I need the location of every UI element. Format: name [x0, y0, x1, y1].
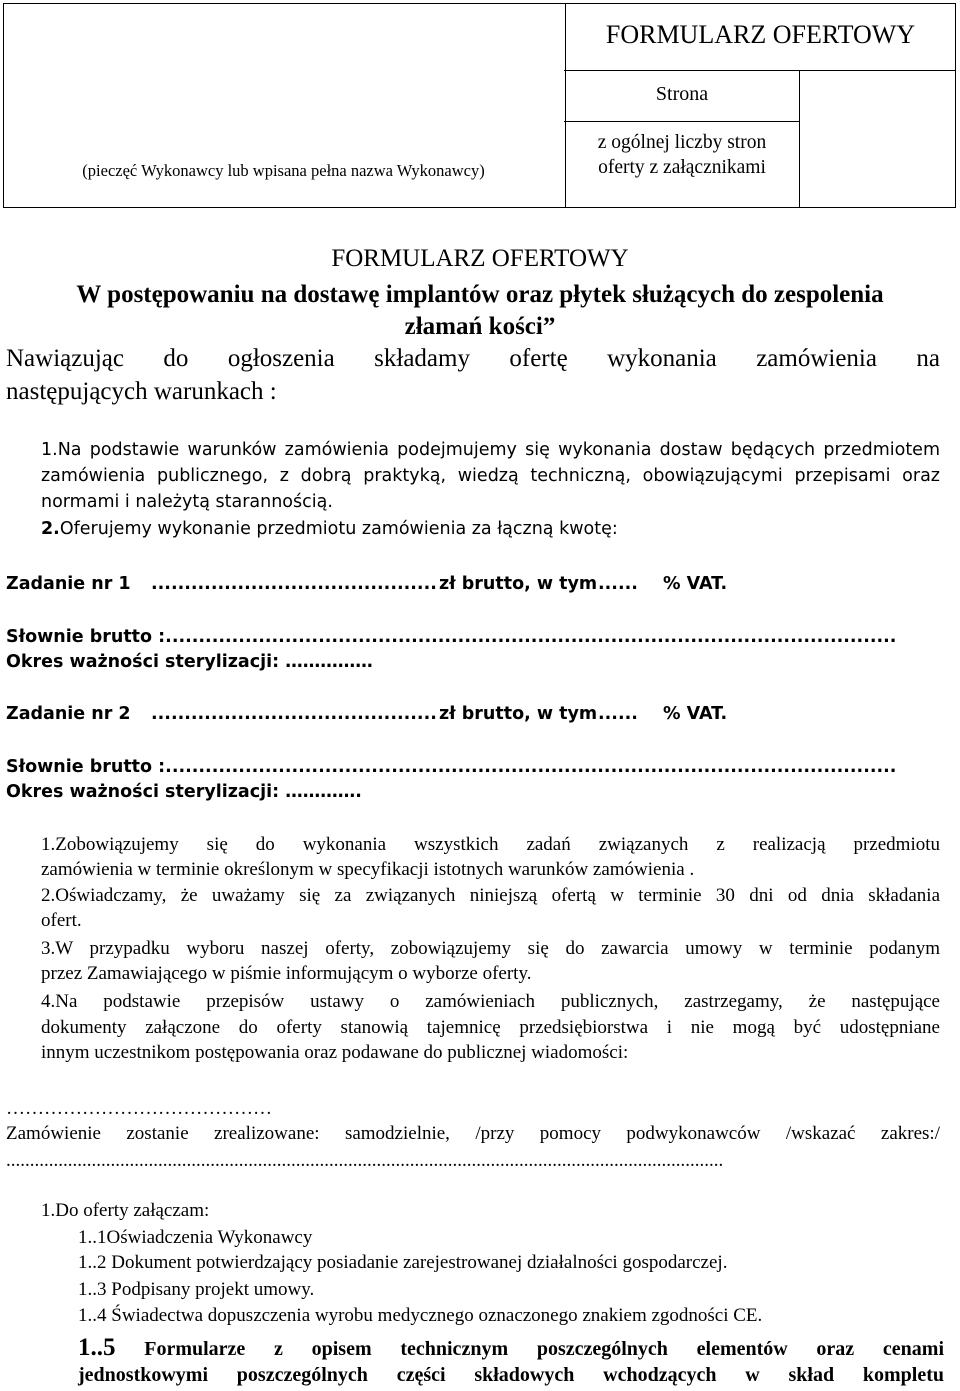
declaration3-line2: przez Zamawiającego w piśmie informującym o wyborze oferty.: [41, 963, 532, 984]
attachment-item-3: 1..3 Podpisany projekt umowy.: [78, 1279, 315, 1300]
task2-label: Zadanie nr 2: [6, 704, 131, 724]
task2-sterilization: [6, 782, 362, 802]
section2-line: [41, 519, 618, 539]
task2-words-field[interactable]: ..............................................................................................................: [165, 757, 897, 777]
task1-words: [6, 627, 896, 647]
declaration1-line1: 1.Zobowiązujemy się do wykonania wszystkich zadań związanych z realizacją przedmiotu: [41, 834, 940, 855]
task1-amount-field[interactable]: ...........................................: [151, 574, 437, 594]
task2-sterilization-field[interactable]: ………….: [285, 782, 362, 802]
section1-line3: normami i należytą starannością.: [41, 492, 333, 512]
declaration4-line3: innym uczestnikom postępowania oraz podawane do publicznej wiadomości:: [41, 1042, 629, 1063]
task1-sterilization-field[interactable]: ……………: [285, 652, 373, 672]
task2-vat-label: % VAT.: [663, 704, 728, 724]
header-table: [0, 0, 958, 207]
declaration4-line2: dokumenty załączone do oferty stanowią tajemnicę przedsiębiorstwa i nie mogą być udostępniane: [41, 1017, 940, 1038]
task1-brutto-label: zł brutto, w tym: [439, 574, 598, 594]
task2-amount-field[interactable]: ...........................................: [151, 704, 437, 724]
procurement-subject-line1: W postępowaniu na dostawę implantów oraz płytek służących do zespolenia: [76, 281, 884, 308]
attachment-item-4: 1..4 Świadectwa dopuszczenia wyrobu medycznego oznaczonego znakiem zgodności CE.: [78, 1305, 763, 1326]
section2-number: 2.: [41, 519, 60, 539]
procurement-subject-line2: złamań kości”: [404, 313, 556, 340]
declaration2-line2: ofert.: [41, 910, 82, 931]
document-title: FORMULARZ OFERTOWY: [331, 245, 629, 272]
task1-sterilization-label: Okres ważności sterylizacji:: [6, 652, 280, 672]
task1-words-field[interactable]: ..............................................................................................................: [165, 627, 897, 647]
task2-words-label: Słownie brutto :: [6, 757, 166, 777]
declaration2-line1: 2.Oświadczamy, że uważamy się za związanych niniejszą ofertą w terminie 30 dni od dnia składania: [41, 885, 940, 906]
task2-vat-field[interactable]: ......: [598, 704, 638, 724]
declaration3-line1: 3.W przypadku wyboru naszej oferty, zobowiązujemy się do zawarcia umowy w terminie podanym: [41, 938, 940, 959]
header-form-title: FORMULARZ OFERTOWY: [605, 20, 916, 49]
task2-words: [6, 757, 896, 777]
intro-line1: Nawiązując do ogłoszenia składamy ofertę wykonania zamówienia na: [6, 345, 940, 372]
attachment-item-5-line1: [78, 1334, 944, 1362]
task1-words-label: Słownie brutto :: [6, 627, 166, 647]
declaration4-line1: 4.Na podstawie przepisów ustawy o zamówieniach publicznych, zastrzegamy, że następujące: [41, 991, 940, 1012]
total-pages-label: [565, 130, 799, 180]
section1-line2: zamówienia publicznego, z dobrą praktyką, wiedzą techniczną, obowiązującymi przepisami oraz: [41, 466, 940, 486]
attachment-item-2: 1..2 Dokument potwierdzający posiadanie zarejestrowanej działalności gospodarczej.: [78, 1252, 728, 1273]
attachment-item-5-line2: jednostkowymi poszczególnych części składowych wchodzących w skład kompletu: [78, 1364, 944, 1386]
attachments-heading: 1.Do oferty załączam:: [41, 1200, 210, 1221]
divider: [564, 70, 956, 71]
task1-label: Zadanie nr 1: [6, 574, 131, 594]
page-label: Strona: [655, 83, 709, 105]
stamp-label: (pieczęć Wykonawcy lub wpisana pełna nazwa Wykonawcy): [82, 161, 485, 180]
task1-vat-label: % VAT.: [663, 574, 728, 594]
divider: [564, 121, 800, 122]
declaration1-line2: zamówienia w terminie określonym w specyfikacji istotnych warunków zamówienia .: [41, 859, 695, 880]
section2-text: Oferujemy wykonanie przedmiotu zamówienia za łączną kwotę:: [59, 519, 618, 539]
attachment-item-5-number: 1..5: [78, 1334, 116, 1361]
section1-line1: 1.Na podstawie warunków zamówienia podejmujemy się wykonania dostaw będących przedmiotem: [41, 440, 940, 460]
execution-line: Zamówienie zostanie zrealizowane: samodzielnie, /przy pomocy podwykonawców /wskazać zakres:/: [6, 1123, 940, 1144]
trade-secret-field[interactable]: ……………………………………: [6, 1098, 272, 1119]
task2-sterilization-label: Okres ważności sterylizacji:: [6, 782, 280, 802]
attachment-item-1: 1..1Oświadczenia Wykonawcy: [78, 1227, 313, 1248]
intro-line2: następujących warunkach :: [6, 378, 277, 405]
task2-brutto-label: zł brutto, w tym: [439, 704, 598, 724]
divider: [799, 70, 800, 207]
execution-scope-field[interactable]: .......................................................................................................................................................: [6, 1150, 724, 1171]
attachment-item-5-text: Formularze z opisem technicznym poszczególnych elementów oraz cenami: [144, 1338, 945, 1360]
task1-vat-field[interactable]: ......: [598, 574, 638, 594]
total-pages-line1: z ogólnej liczby stron: [597, 132, 767, 153]
task1-sterilization: [6, 652, 373, 672]
total-pages-line2: oferty z załącznikami: [598, 157, 766, 178]
